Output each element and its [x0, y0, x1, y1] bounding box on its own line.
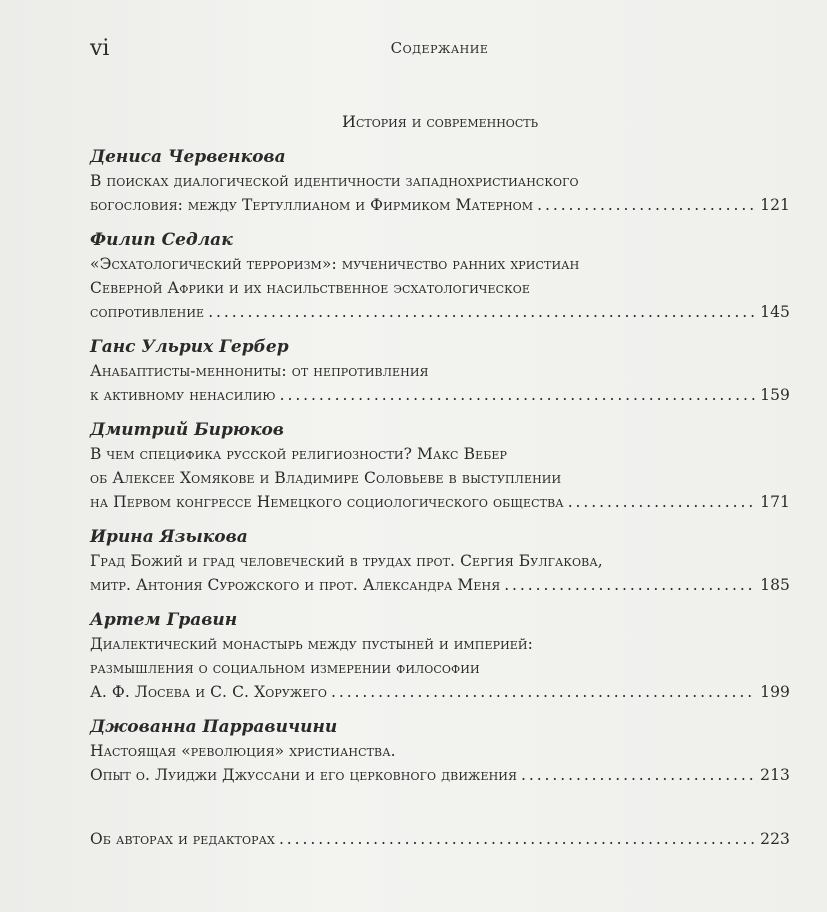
entry-title-line: Анабаптисты-меннониты: от непротивления — [90, 362, 429, 380]
entry-title-line: митр. Антония Сурожского и прот. Александра Меня — [90, 576, 501, 594]
toc-line — [90, 680, 790, 704]
entry-author: Дениса Червенкова — [90, 147, 286, 167]
toc-line — [90, 763, 790, 787]
leader-dots — [331, 680, 756, 704]
toc-entries — [90, 145, 790, 787]
entry-title-line: об Алексее Хомякове и Владимире Соловьеве в выступлении — [90, 469, 562, 487]
section-title: История и современность — [342, 112, 538, 131]
toc-entry — [90, 418, 790, 514]
entry-title-line: Град Божий и град человеческий в трудах прот. Сергия Булгакова, — [90, 552, 603, 570]
toc-line — [90, 827, 790, 851]
running-title: Содержание — [390, 39, 489, 57]
entry-title-line: Диалектический монастырь между пустыней и империей: — [90, 635, 533, 653]
leader-dots — [504, 573, 756, 597]
entry-title-line: богословия: между Тертуллианом и Фирмиком Матерном — [90, 196, 534, 214]
entry-author: Филип Седлак — [90, 230, 233, 250]
entry-page: 145 — [760, 303, 790, 321]
entry-page: 159 — [760, 386, 790, 404]
entry-title-line: сопротивление — [90, 303, 205, 321]
entry-title-line: «Эсхатологический терроризм»: мученичество ранних христиан — [90, 255, 580, 273]
entry-author: Ганс Ульрих Гербер — [90, 337, 289, 357]
about-authors-entry — [90, 827, 790, 851]
leader-dots — [537, 193, 756, 217]
about-page: 223 — [760, 830, 790, 848]
toc-line — [90, 300, 790, 324]
entry-author: Ирина Языкова — [90, 527, 248, 547]
toc-line — [90, 193, 790, 217]
toc-entry — [90, 145, 790, 217]
leader-dots — [208, 300, 756, 324]
toc-entry — [90, 228, 790, 324]
entry-title-line: А. Ф. Лосева и С. С. Хоружего — [90, 683, 327, 701]
leader-dots — [568, 490, 756, 514]
entry-title-line: В чем специфика русской религиозности? Макс Вебер — [90, 445, 508, 463]
entry-title-line: на Первом конгрессе Немецкого социологического общества — [90, 493, 564, 511]
toc-line — [90, 490, 790, 514]
entry-title-line: Северной Африки и их насильственное эсхатологическое — [90, 279, 530, 297]
toc-entry — [90, 335, 790, 407]
leader-dots — [280, 383, 757, 407]
entry-page: 185 — [760, 576, 790, 594]
leader-dots — [279, 827, 756, 851]
entry-page: 171 — [760, 493, 790, 511]
toc-entry — [90, 715, 790, 787]
entry-page: 199 — [760, 683, 790, 701]
entry-title-line: В поисках диалогической идентичности западнохристианского — [90, 172, 579, 190]
entry-title-line: Настоящая «революция» христианства. — [90, 742, 396, 760]
toc-entry — [90, 608, 790, 704]
entry-author: Дмитрий Бирюков — [90, 420, 284, 440]
entry-title-line: размышления о социальном измерении философии — [90, 659, 480, 677]
toc-line — [90, 573, 790, 597]
entry-author: Артем Гравин — [90, 610, 238, 630]
entry-title-line: к активному ненасилию — [90, 386, 276, 404]
entry-page: 213 — [760, 766, 790, 784]
leader-dots — [521, 763, 756, 787]
page-number: vi — [90, 36, 110, 61]
entry-page: 121 — [760, 196, 790, 214]
table-of-contents — [90, 112, 790, 851]
entry-author: Джованна Парравичини — [90, 717, 338, 737]
about-title: Об авторах и редакторах — [90, 830, 275, 848]
toc-entry — [90, 525, 790, 597]
toc-line — [90, 383, 790, 407]
entry-title-line: Опыт о. Луиджи Джуссани и его церковного движения — [90, 766, 517, 784]
page-header — [90, 36, 789, 64]
